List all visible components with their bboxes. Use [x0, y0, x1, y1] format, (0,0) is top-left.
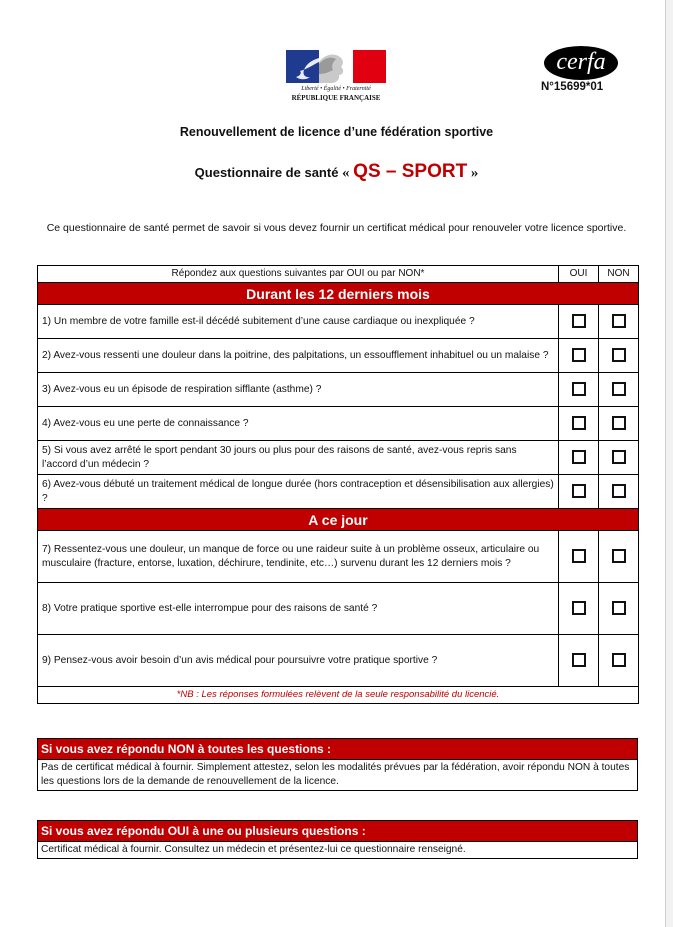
- open-quote: «: [342, 165, 350, 181]
- no-checkbox[interactable]: [612, 416, 626, 430]
- question-text: 4) Avez-vous eu une perte de connaissance ?: [38, 407, 559, 441]
- no-answers-text: Pas de certificat médical à fournir. Simplement attestez, selon les modalités prévues par la fédération, avoir répondu NON à toutes les questions lors de la demande de renouvellement de la licence.: [38, 760, 638, 791]
- yes-answers-title: Si vous avez répondu OUI à une ou plusieurs questions :: [38, 821, 638, 842]
- question-row: [38, 441, 639, 475]
- no-checkbox[interactable]: [612, 450, 626, 464]
- yes-checkbox[interactable]: [572, 549, 586, 563]
- no-checkbox[interactable]: [612, 314, 626, 328]
- no-answers-box: [37, 738, 638, 791]
- question-row: [38, 583, 639, 635]
- question-row: [38, 475, 639, 509]
- yes-checkbox[interactable]: [572, 484, 586, 498]
- question-text: 6) Avez-vous débuté un traitement médical de longue durée (hors contraception et désensibilisation aux allergies) ?: [38, 475, 559, 509]
- responsibility-note: *NB : Les réponses formulées relèvent de la seule responsabilité du licencié.: [38, 687, 639, 704]
- question-text: 9) Pensez-vous avoir besoin d’un avis médical pour poursuivre votre pratique sportive ?: [38, 635, 559, 687]
- question-row: [38, 531, 639, 583]
- subtitle-prefix: Questionnaire de santé: [194, 165, 339, 180]
- republic-motto: Liberté • Égalité • Fraternité: [301, 86, 371, 92]
- question-row: [38, 635, 639, 687]
- health-questionnaire-table: [37, 265, 639, 704]
- question-row: [38, 373, 639, 407]
- yes-checkbox[interactable]: [572, 416, 586, 430]
- yes-checkbox[interactable]: [572, 382, 586, 396]
- section-header-today: A ce jour: [38, 509, 639, 531]
- question-text: 8) Votre pratique sportive est-elle interrompue pour des raisons de santé ?: [38, 583, 559, 635]
- intro-text: Ce questionnaire de santé permet de savoir si vous devez fournir un certificat médical pour renouveler votre licence sportive.: [46, 222, 627, 234]
- republique-flag-emblem: [286, 50, 386, 83]
- no-checkbox[interactable]: [612, 653, 626, 667]
- question-text: 5) Si vous avez arrêté le sport pendant 30 jours ou plus pour des raisons de santé, avez-vous repris sans l’accord d’un médecin ?: [38, 441, 559, 475]
- no-checkbox[interactable]: [612, 348, 626, 362]
- yes-checkbox[interactable]: [572, 601, 586, 615]
- yes-checkbox[interactable]: [572, 653, 586, 667]
- no-checkbox[interactable]: [612, 382, 626, 396]
- yes-answers-box: [37, 820, 638, 859]
- yes-checkbox[interactable]: [572, 348, 586, 362]
- table-header-row: [38, 266, 639, 283]
- no-checkbox[interactable]: [612, 549, 626, 563]
- yes-checkbox[interactable]: [572, 450, 586, 464]
- close-quote: »: [470, 165, 479, 181]
- question-row: [38, 305, 639, 339]
- yes-answers-text: Certificat médical à fournir. Consultez un médecin et présentez-lui ce questionnaire renseigné.: [38, 842, 638, 859]
- no-answers-title: Si vous avez répondu NON à toutes les questions :: [38, 739, 638, 760]
- questionnaire-name: QS – SPORT: [353, 161, 468, 182]
- question-row: [38, 339, 639, 373]
- cerfa-logo: cerfa: [544, 46, 618, 80]
- question-text: 3) Avez-vous eu un épisode de respiration sifflante (asthme) ?: [38, 373, 559, 407]
- no-checkbox[interactable]: [612, 601, 626, 615]
- document-title: Renouvellement de licence d’une fédération sportive: [179, 125, 494, 139]
- question-row: [38, 407, 639, 441]
- document-subtitle: [0, 161, 673, 183]
- no-checkbox[interactable]: [612, 484, 626, 498]
- cerfa-number: N°15699*01: [541, 81, 604, 93]
- header-question: Répondez aux questions suivantes par OUI ou par NON*: [38, 266, 559, 283]
- question-text: 1) Un membre de votre famille est-il décédé subitement d’une cause cardiaque ou inexpliquée ?: [38, 305, 559, 339]
- header-no: NON: [599, 266, 639, 283]
- section-header-12-months: Durant les 12 derniers mois: [38, 283, 639, 305]
- question-text: 7) Ressentez-vous une douleur, un manque de force ou une raideur suite à un problème osseux, articulaire ou musculaire (fracture, entorse, luxation, déchirure, tendinite, etc…) survenu durant les 12 derniers mois ?: [38, 531, 559, 583]
- header-yes: OUI: [559, 266, 599, 283]
- marianne-logo: [286, 50, 390, 102]
- question-text: 2) Avez-vous ressenti une douleur dans la poitrine, des palpitations, un essoufflement inhabituel ou un malaise ?: [38, 339, 559, 373]
- yes-checkbox[interactable]: [572, 314, 586, 328]
- republic-name: RÉPUBLIQUE FRANÇAISE: [291, 94, 381, 102]
